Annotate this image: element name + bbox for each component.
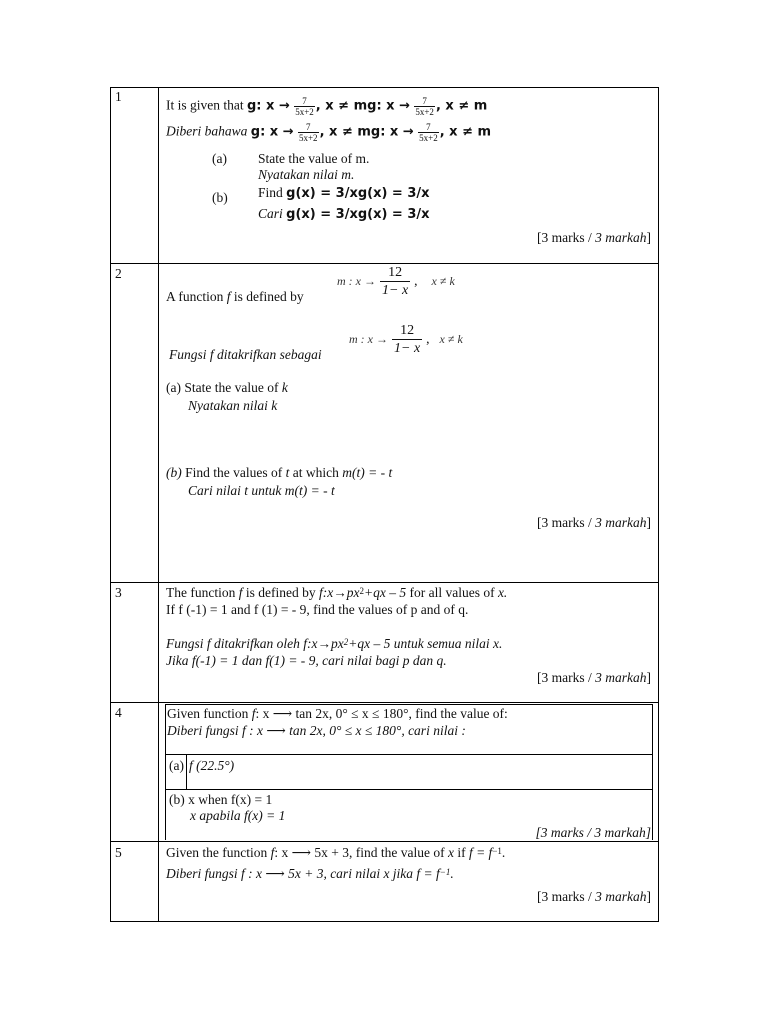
q2-mapping-en: [337, 264, 455, 299]
q3-line1-a: The function: [166, 585, 236, 600]
q3-line1-c: for all values of: [409, 585, 495, 600]
q1-g-def: g: x →: [247, 98, 290, 114]
q5-line1-b: : x ⟶ 5x + 3, find the value of: [274, 845, 445, 860]
q4-inner-box-left: [165, 704, 166, 840]
q2-condition-ms: x ≠ k: [439, 332, 463, 347]
q5-number: 5: [115, 845, 122, 860]
q2-comma-ms: ,: [426, 331, 430, 347]
row-divider-4: [110, 841, 659, 842]
q3-line1-x: x.: [497, 585, 508, 600]
q4-line1-f: f: [251, 706, 256, 721]
q5-line2: Diberi fungsi f : x ⟶ 5x + 3, cari nilai x jika $f = f^{-1}$.: [166, 866, 454, 881]
q2-intro-en-text: A function: [166, 289, 224, 304]
q4-a-expr: f (22.5°): [189, 758, 235, 773]
q2-marks-ms: 3 markah: [595, 515, 647, 530]
q1-a-ms: Nyatakan nilai m.: [258, 167, 355, 182]
q2-fraction: $\frac{12}{1- x}$: [382, 265, 409, 298]
q2-mapping-ms: [349, 322, 463, 357]
q1-b-expr-ms: g(x) = 3/xg(x) = 3/x: [286, 207, 430, 222]
q1-fraction-2: $\frac{7}{5x+2}$: [415, 96, 434, 117]
q3-line3-text: Fungsi f ditakrifkan oleh f:x→px: [166, 636, 344, 651]
q1-g-def-ms: g: x →: [250, 124, 294, 140]
q4-line1: [167, 706, 508, 722]
q5-line1-a: Given the function: [166, 845, 268, 860]
q3-line1-map: f:x→px: [319, 585, 360, 600]
q2-b-label: (b): [166, 465, 182, 480]
table-border-top: [110, 87, 659, 88]
q2-comma: ,: [414, 273, 418, 289]
q3-line1-f: f: [238, 585, 243, 600]
q5-line2-text: Diberi fungsi f : x ⟶ 5x + 3, cari nilai x jika f = f: [166, 866, 440, 881]
q4-a-label: (a): [169, 758, 184, 773]
q1-intro-en: [166, 96, 487, 117]
q5-line2-sup: −1: [439, 867, 451, 877]
q1-mid-ms: , x ≠ mg: x →: [319, 124, 414, 140]
q4-line1-b: : x ⟶ tan 2x, 0° ≤ x ≤ 180°, find the value of:: [255, 706, 508, 721]
q4-part-a-top: [165, 754, 653, 755]
q1-b-label: (b): [212, 190, 228, 205]
q1-fraction-1: $\frac{7}{5x+2}$: [295, 96, 314, 117]
table-border-left: [110, 87, 111, 922]
q3-line1-b: is defined by: [245, 585, 316, 600]
q2-m-map: m : x →: [337, 274, 376, 289]
q1-b-expr: g(x) = 3/xg(x) = 3/x: [286, 186, 430, 201]
q2-b-en-2: at which: [292, 465, 339, 480]
q5-line1-if: if: [457, 845, 466, 860]
q1-fraction-3: $\frac{7}{5x+2}$: [298, 122, 318, 143]
q4-line1-a: Given function: [167, 706, 249, 721]
q2-a-var: k: [281, 380, 288, 395]
q3-line1-rest: +qx – 5: [363, 585, 407, 600]
q2-b-en: [166, 465, 392, 481]
q3-marks-ms: 3 markah: [595, 670, 647, 685]
q2-number: 2: [115, 266, 122, 281]
q2-a-en: [166, 380, 288, 396]
q1-tail: , x ≠ m: [435, 98, 488, 114]
q1-marks-en: [3 marks /: [537, 230, 596, 245]
q3-marks-en: [3 marks /: [537, 670, 596, 685]
q3-line3: [166, 636, 502, 652]
q4-part-a-bottom: [165, 789, 653, 790]
q2-b-en-1: Find the values of: [185, 465, 283, 480]
q3-line1-sup: 2: [359, 586, 364, 596]
table-column-divider: [158, 87, 159, 922]
q3-line4: Jika f(-1) = 1 dan f(1) = - 9, cari nilai bagi p dan q.: [166, 653, 447, 668]
q3-line3-sup: 2: [343, 637, 349, 647]
q2-condition: x ≠ k: [431, 274, 455, 289]
q5-line1-x: x: [447, 845, 454, 860]
q3-line2: If f (-1) = 1 and f (1) = - 9, find the values of p and of q.: [166, 602, 469, 617]
q3-marks: [537, 670, 651, 686]
q1-b-ms: [258, 206, 430, 223]
q4-number: 4: [115, 705, 122, 720]
q1-marks: [537, 230, 651, 246]
row-divider-2: [110, 582, 659, 583]
q3-number: 3: [115, 585, 122, 600]
q1-mid: , x ≠ mg: x →: [315, 98, 410, 114]
q4-part-a-divider: [186, 754, 187, 790]
q2-marks: [537, 515, 651, 531]
q2-b-t: t: [285, 465, 290, 480]
q5-line1-f: f: [270, 845, 275, 860]
q2-marks-close: ]: [646, 515, 651, 530]
q2-defined-by: is defined by: [233, 289, 304, 304]
q4-b-ms: x apabila f(x) = 1: [190, 808, 286, 823]
q2-b-ms: Cari nilai t untuk m(t) = - t: [188, 483, 335, 498]
table-border-right: [658, 87, 659, 922]
q2-a-ms: Nyatakan nilai k: [188, 398, 278, 413]
q4-inner-box-right: [652, 704, 653, 840]
q5-line1-sup: −1: [492, 846, 502, 856]
q2-marks-en: [3 marks /: [537, 515, 596, 530]
table-border-bottom: [110, 921, 659, 922]
q5-line1: Given the function f: x ⟶ 5x + 3, find the value of x if $f = f^{-1}$.: [166, 845, 506, 860]
q1-b-en: [258, 185, 430, 202]
q4-marks: [3 marks / 3 markah]: [535, 825, 651, 840]
q1-a-en: State the value of m.: [258, 151, 370, 166]
q3-marks-close: ]: [646, 670, 651, 685]
row-divider-3: [110, 702, 659, 703]
q3-line1: [166, 585, 507, 601]
q1-intro-ms: [166, 122, 491, 143]
q2-fraction-ms: $\frac{12}{1- x}$: [394, 323, 421, 356]
q1-marks-ms: 3 markah: [595, 230, 647, 245]
q5-marks-ms: 3 markah: [595, 889, 647, 904]
q1-marks-close: ]: [646, 230, 651, 245]
q2-intro-en: [166, 289, 304, 305]
q4-b-en: (b) x when f(x) = 1: [169, 792, 273, 807]
q1-b-en-text: Find: [258, 185, 283, 200]
q1-number: 1: [115, 89, 122, 104]
q2-a-en-text: (a) State the value of: [166, 380, 279, 395]
q5-marks: [537, 889, 651, 905]
q2-f-var: f: [226, 289, 231, 304]
q1-intro-en-text: It is given that: [166, 97, 244, 113]
q1-intro-ms-text: Diberi bahawa: [166, 123, 248, 139]
q5-marks-close: ]: [646, 889, 651, 904]
q1-b-ms-text: Cari: [258, 206, 283, 221]
q2-intro-ms: Fungsi f ditakrifkan sebagai: [169, 347, 322, 362]
q3-line3-rest: +qx – 5 untuk semua nilai x.: [348, 636, 503, 651]
q5-line1-eq: f = f: [468, 845, 493, 860]
q4-line2: Diberi fungsi f : x ⟶ tan 2x, 0° ≤ x ≤ 180°, cari nilai :: [167, 723, 466, 738]
q4-inner-box-top: [165, 704, 653, 705]
q1-fraction-4: $\frac{7}{5x+2}$: [419, 122, 438, 143]
q5-marks-en: [3 marks /: [537, 889, 596, 904]
q2-m-map-ms: m : x →: [349, 332, 388, 347]
q1-a-label: (a): [212, 151, 227, 166]
q2-b-expr: m(t) = - t: [342, 465, 393, 480]
q1-tail-ms: , x ≠ m: [439, 124, 492, 140]
